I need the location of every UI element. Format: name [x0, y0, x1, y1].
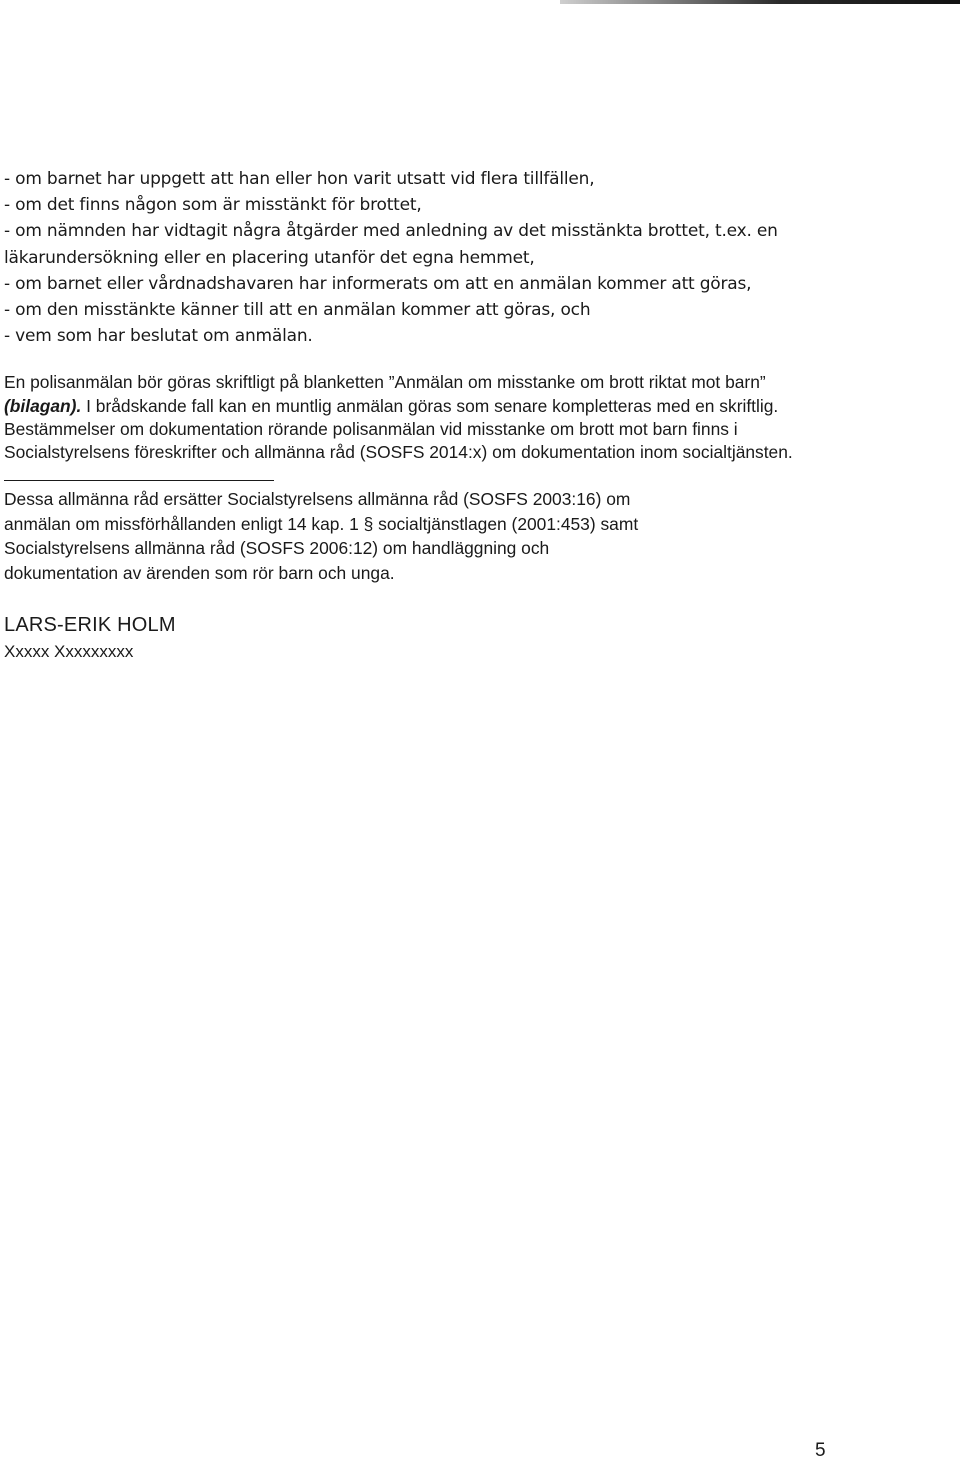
bullet-item: - om barnet har uppgett att han eller hon varit utsatt vid flera tillfällen,: [4, 169, 595, 189]
paragraph-line: [4, 395, 924, 418]
body-paragraph: [4, 371, 924, 464]
footnote-line: Socialstyrelsens allmänna råd (SOSFS 2006:12) om handläggning och: [4, 538, 550, 559]
bullet-item: - om barnet eller vårdnadshavaren har informerats om att en anmälan kommer att göras,: [4, 273, 752, 294]
document-page: [4, 166, 924, 663]
scan-top-edge: [560, 0, 960, 4]
footnote-line: dokumentation av ärenden som rör barn och unga.: [4, 562, 395, 583]
signatory-title: Xxxxx Xxxxxxxxx: [4, 642, 134, 662]
footnote-separator: [4, 480, 274, 481]
bullet-item: - om den misstänkte känner till att en anmälan kommer att göras, och: [4, 300, 591, 321]
attachment-reference: (bilagan).: [4, 395, 82, 416]
footnote-line: anmälan om missförhållanden enligt 14 kap. 1 § socialtjänstlagen (2001:453) samt: [4, 513, 639, 534]
bullet-item: - om nämnden har vidtagit några åtgärder med anledning av det misstänkta brottet, t.ex. en: [4, 221, 778, 242]
bullet-list: [4, 166, 924, 349]
footnote: [4, 487, 924, 585]
paragraph-line: En polisanmälan bör göras skriftligt på blanketten ”Anmälan om misstanke om brott riktat mot barn”: [4, 372, 766, 393]
bullet-item: - vem som har beslutat om anmälan.: [4, 326, 313, 347]
signatory-name: LARS-ERIK HOLM: [4, 614, 176, 637]
bullet-item: - om det finns någon som är misstänkt för brottet,: [4, 195, 422, 216]
footnote-line: Dessa allmänna råd ersätter Socialstyrelsens allmänna råd (SOSFS 2003:16) om: [4, 489, 631, 510]
paragraph-line: Bestämmelser om dokumentation rörande polisanmälan vid misstanke om brott mot barn finns i: [4, 418, 738, 439]
bullet-item-continuation: läkarundersökning eller en placering utanför det egna hemmet,: [4, 247, 535, 268]
paragraph-line: Socialstyrelsens föreskrifter och allmänna råd (SOSFS 2014:x) om dokumentation inom socialtjänsten.: [4, 442, 793, 463]
paragraph-text: I brådskande fall kan en muntlig anmälan göras som senare kompletteras med en skriftlig.: [81, 395, 779, 416]
page-number: 5: [815, 1440, 826, 1461]
